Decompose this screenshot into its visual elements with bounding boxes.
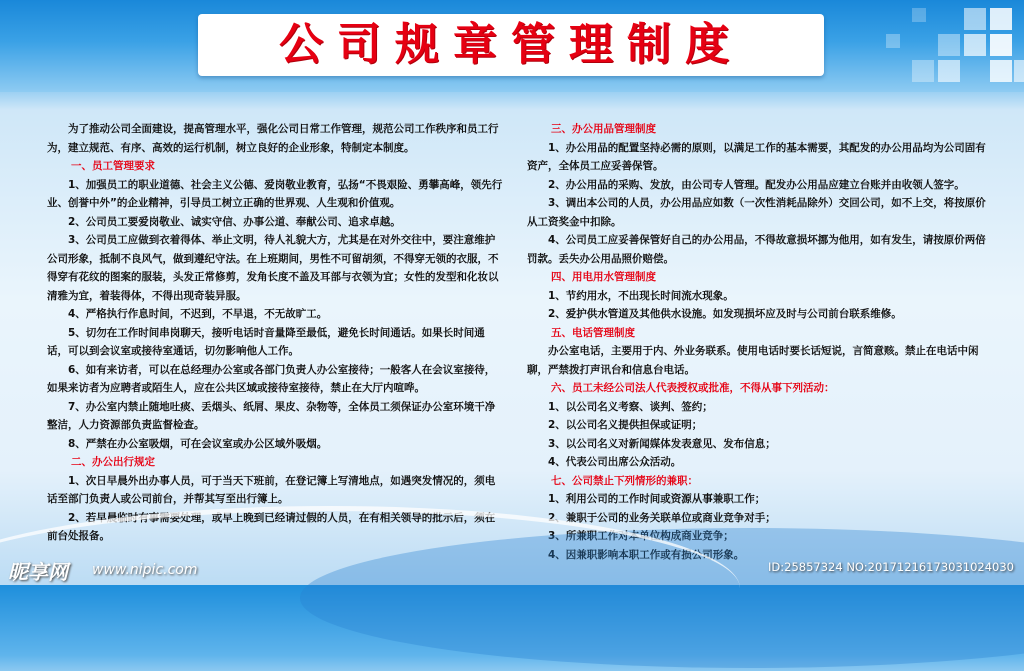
- paragraph: 1、节约用水，不出现长时间流水现象。: [548, 289, 734, 302]
- page-title: 公司规章管理制度: [279, 19, 743, 70]
- paragraph: 1、办公用品的配置坚持必需的原则，以满足工作的基本需要，其配发的办公用品均为公司固有资产，全体员工应妥善保管。: [527, 141, 986, 172]
- paragraph: 4、严格执行作息时间，不迟到，不早退，不无故旷工。: [68, 308, 328, 320]
- section-heading: 二、办公出行规定: [71, 456, 155, 468]
- paragraph: 2、兼职于公司的业务关联单位或商业竞争对手；: [548, 511, 776, 524]
- decorative-square: [886, 34, 900, 48]
- section-heading: 三、办公用品管理制度: [551, 123, 656, 135]
- decorative-square: [964, 8, 986, 30]
- paragraph: 3、以公司名义对新闻媒体发表意见、发布信息；: [548, 437, 776, 450]
- paragraph: 4、因兼职影响本职工作或有损公司形象。: [548, 548, 745, 561]
- paragraph: 2、以公司名义提供担保或证明；: [548, 419, 703, 431]
- section-heading: 五、电话管理制度: [551, 326, 635, 339]
- paragraph: 2、公司员工要爱岗敬业、诚实守信、办事公道、奉献公司、追求卓越。: [68, 215, 401, 228]
- paragraph: 1、利用公司的工作时间或资源从事兼职工作；: [548, 493, 766, 505]
- section-heading: 七、公司禁止下列情形的兼职：: [551, 474, 698, 487]
- decorative-square: [990, 60, 1012, 82]
- paragraph: 3、所兼职工作对本单位构成商业竞争；: [548, 530, 734, 542]
- watermark-id: ID:25857324 NO:20171216173031024030: [768, 560, 1014, 574]
- decorative-square: [938, 60, 960, 82]
- paragraph: 2、办公用品的采购、发放，由公司专人管理。配发办公用品应建立台账并由收领人签字。: [548, 178, 965, 191]
- decorative-square: [1014, 60, 1024, 82]
- decorative-square: [990, 34, 1012, 56]
- section-heading: 四、用电用水管理制度: [551, 271, 656, 283]
- paragraph: 2、爱护供水管道及其他供水设施。如发现损坏应及时与公司前台联系维修。: [548, 308, 902, 320]
- paragraph: 1、加强员工的职业道德、社会主义公德、爱岗敬业教育，弘扬“不畏艰险、勇攀高峰，领先行业、创誉中外”的企业精神，引导员工树立正确的世界观、人生观和价值观。: [47, 178, 503, 209]
- decorative-square: [964, 34, 986, 56]
- paragraph: 3、调出本公司的人员，办公用品应如数（一次性消耗品除外）交回公司，如不上交，将按原价从工资奖金中扣除。: [527, 197, 986, 228]
- paragraph: 3、公司员工应做到衣着得体、举止文明，待人礼貌大方，尤其是在对外交往中，要注意维护公司形象，抵制不良风气，做到遵纪守法。在上班期间，男性不可留胡须，不得穿无领的衣服，不得穿有花纹的图案的服装，头发正常修剪，发角长度不盖及耳部与衣领为宜；女性的发型和化妆以清雅为宜，着装得体，不得出现奇装异服。: [47, 234, 499, 302]
- watermark-logo: 昵享网: [8, 560, 68, 584]
- right-column: [527, 120, 987, 564]
- paragraph: 7、办公室内禁止随地吐痰、丢烟头、纸屑、果皮、杂物等，全体员工须保证办公室环境干净整洁，人力资源部负责监督检查。: [47, 400, 496, 431]
- decorative-square: [990, 8, 1012, 30]
- paragraph: 8、严禁在办公室吸烟，可在会议室或办公区域外吸烟。: [68, 437, 328, 450]
- paragraph: 6、如有来访者，可以在总经理办公室或各部门负责人办公室接待；一般客人在会议室接待，如果来访者为应聘者或陌生人，应在公共区域或接待室接待，禁止在大厅内喧哗。: [47, 363, 496, 394]
- section-heading: 六、员工未经公司法人代表授权或批准，不得从事下列活动：: [551, 382, 835, 394]
- paragraph: 为了推动公司全面建设，提高管理水平，强化公司日常工作管理，规范公司工作秩序和员工行为，建立规范、有序、高效的运行机制，树立良好的企业形象，特制定本制度。: [47, 123, 499, 154]
- decorative-square: [912, 8, 926, 22]
- left-column: [47, 120, 505, 546]
- paragraph: 1、以公司名义考察、谈判、签约；: [548, 400, 713, 413]
- paragraph: 1、次日早晨外出办事人员，可于当天下班前，在登记簿上写清地点，如遇突发情况的，须电话至部门负责人或公司前台，并帮其写至出行簿上。: [47, 474, 496, 505]
- paragraph: 4、代表公司出席公众活动。: [548, 456, 682, 468]
- paragraph: 4、公司员工应妥善保管好自己的办公用品，不得故意损坏挪为他用，如有发生，请按原价两倍罚款。丢失办公用品照价赔偿。: [527, 234, 986, 265]
- section-heading: 一、员工管理要求: [71, 160, 155, 172]
- paragraph: 办公室电话，主要用于内、外业务联系。使用电话时要长话短说，言简意赅。禁止在电话中闲聊，严禁拨打声讯台和信息台电话。: [527, 345, 979, 376]
- paragraph: 5、切勿在工作时间串岗聊天，接听电话时音量降至最低，避免长时间通话。如果长时间通话，可以到会议室或接待室通话，切勿影响他人工作。: [47, 326, 485, 357]
- decorative-square: [912, 60, 934, 82]
- paragraph: 2、若早晨临时有事需要处理，或早上晚到已经请过假的人员，在有相关领导的批示后，须在前台处报备。: [47, 511, 496, 542]
- decorative-square: [938, 34, 960, 56]
- watermark-url: www.nipic.com: [92, 562, 198, 578]
